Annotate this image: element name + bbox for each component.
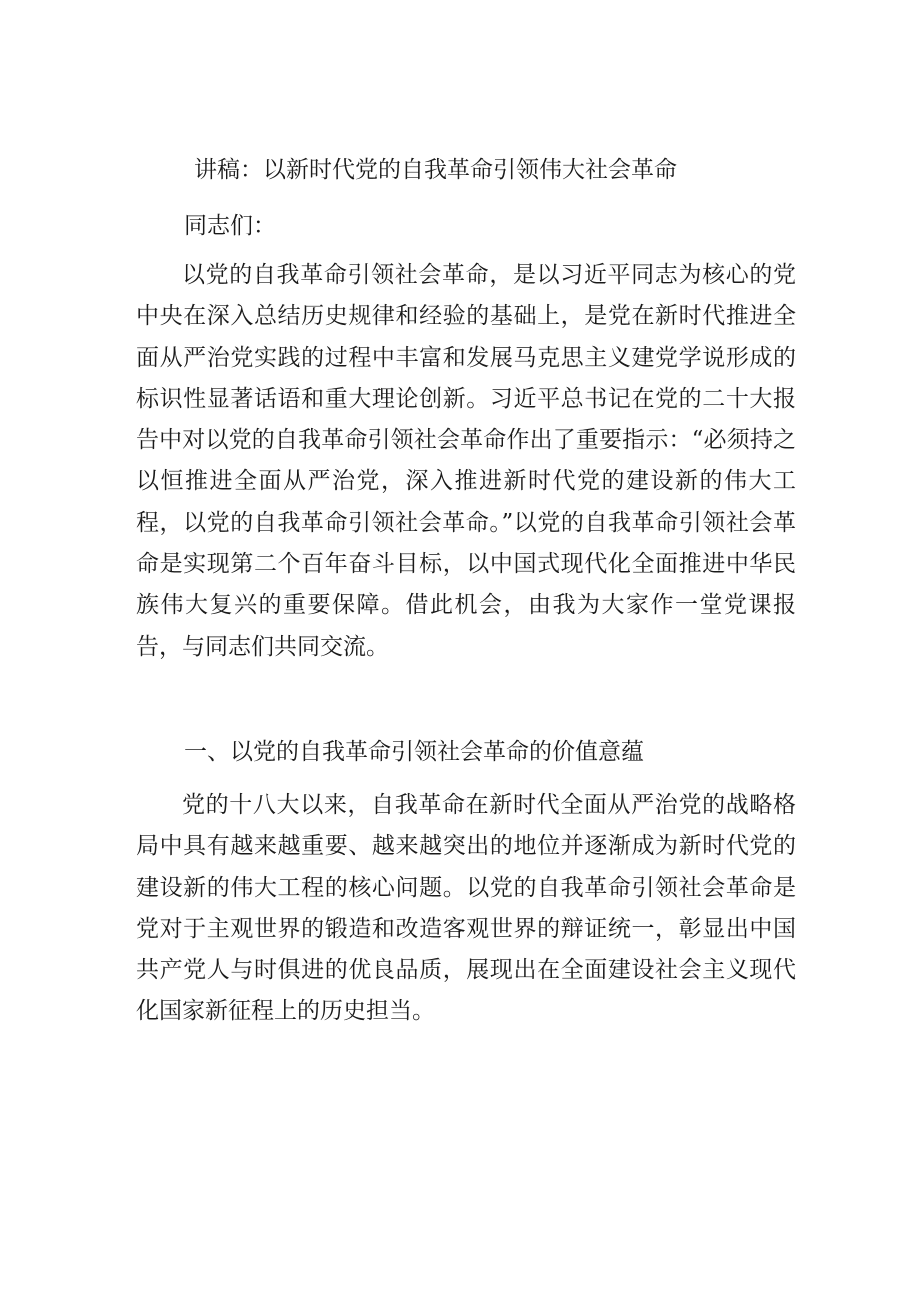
document-title: 讲稿：以新时代党的自我革命引领伟大社会革命: [194, 157, 677, 183]
paragraph-section-1: 党的十八大以来，自我革命在新时代全面从严治党的战略格局中具有越来越重要、越来越突出的地位并逐渐成为新时代党的建设新的伟大工程的核心问题。以党的自我革命引领社会革命是党对于主观世界的锻造和改造客观世界的辩证统一，彰显出中国共产党人与时俱进的优良品质，展现出在全面建设社会主义现代化国家新征程上的历史担当。: [136, 792, 796, 1025]
section-heading: 一、以党的自我革命引领社会革命的价值意蕴: [184, 739, 644, 765]
paragraph-intro: 以党的自我革命引领社会革命，是以习近平同志为核心的党中央在深入总结历史规律和经验的基础上，是党在新时代推进全面从严治党实践的过程中丰富和发展马克思主义建党学说形成的标识性显著话语和重大理论创新。习近平总书记在党的二十大报告中对以党的自我革命引领社会革命作出了重要指示：“必须持之以恒推进全面从严治党，深入推进新时代党的建设新的伟大工程，以党的自我革命引领社会革命。”以党的自我革命引领社会革命是实现第二个百年奋斗目标，以中国式现代化全面推进中华民族伟大复兴的重要保障。借此机会，由我为大家作一堂党课报告，与同志们共同交流。: [136, 262, 796, 660]
salutation: 同志们：: [184, 213, 276, 239]
